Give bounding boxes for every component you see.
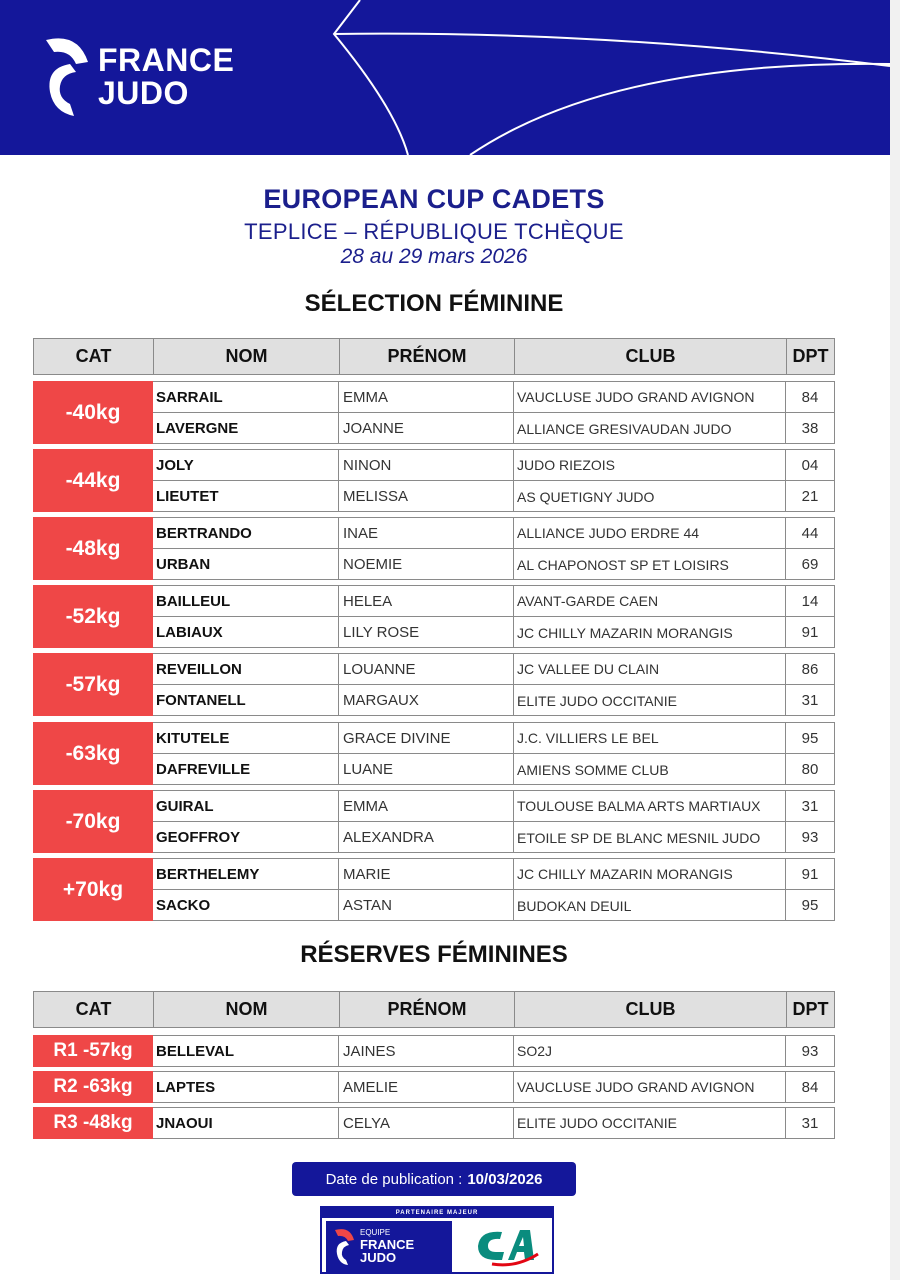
athlete-last-name: LIEUTET [153,481,339,512]
athlete-last-name: LABIAUX [153,617,339,648]
athlete-department: 80 [801,761,819,778]
athlete-club: VAUCLUSE JUDO GRAND AVIGNON [514,1072,786,1102]
weight-category: -63kg [33,722,153,785]
weight-group [33,858,835,921]
selection-title: SÉLECTION FÉMININE [304,290,564,317]
reserve-category: R3 -48kg [33,1107,153,1139]
athlete-club: JC CHILLY MAZARIN MORANGIS [514,859,786,889]
athlete-department: 91 [801,624,819,641]
athlete-department: 31 [801,1114,819,1132]
athlete-department: 91 [801,865,819,883]
athlete-rows [153,653,835,716]
judoka-icon [332,1227,356,1267]
athlete-club: AVANT-GARDE CAEN [514,586,786,616]
athlete-rows [153,381,835,444]
team-line-1: FRANCE [360,1237,415,1252]
table-row [153,617,834,648]
weight-category: -48kg [33,517,153,580]
athlete-last-name: GEOFFROY [153,822,339,853]
table-row [153,654,834,685]
col-dpt: DPT [792,346,829,366]
reserves-table-header [33,991,835,1028]
athlete-rows [153,722,835,785]
athlete-department: 31 [801,692,819,709]
athlete-first-name: NINON [339,450,514,480]
athlete-department: 38 [801,420,819,437]
col-club: CLUB [515,339,787,374]
selection-table-header [33,338,835,375]
athlete-first-name: GRACE DIVINE [339,723,514,753]
athlete-club: J.C. VILLIERS LE BEL [514,723,786,753]
athlete-last-name: BERTHELEMY [153,859,339,889]
weight-group [33,381,835,444]
athlete-club: AL CHAPONOST SP ET LOISIRS [514,549,786,580]
partner-title: PARTENAIRE MAJEUR [322,1208,552,1218]
athlete-department: 84 [801,1078,819,1096]
athlete-department: 95 [801,897,819,914]
table-row [153,382,834,413]
reserves-title: RÉSERVES FÉMININES [300,941,568,968]
athlete-last-name: LAVERGNE [153,413,339,444]
judoka-icon [40,34,92,120]
col-nom: NOM [154,339,340,374]
athlete-first-name: LILY ROSE [339,617,514,648]
athlete-last-name: SACKO [153,890,339,921]
athlete-club: SO2J [514,1036,786,1066]
publication-date: 10/03/2026 [467,1170,543,1188]
athlete-last-name: JOLY [153,450,339,480]
athlete-last-name: KITUTELE [153,723,339,753]
athlete-first-name: AMELIE [339,1072,514,1102]
athlete-club: ALLIANCE JUDO ERDRE 44 [514,518,786,548]
publication-date-badge [292,1162,576,1196]
athlete-club: ELITE JUDO OCCITANIE [514,685,786,716]
athlete-first-name: CELYA [339,1108,514,1138]
athlete-department: 69 [801,556,819,573]
credit-agricole-logo-icon [472,1222,542,1270]
athlete-club: VAUCLUSE JUDO GRAND AVIGNON [514,382,786,412]
athlete-first-name: ALEXANDRA [339,822,514,853]
event-location: TEPLICE – RÉPUBLIQUE TCHÈQUE [244,219,624,244]
table-row [153,413,834,444]
logo-line-1: FRANCE [98,42,235,78]
col-club: CLUB [515,992,787,1027]
weight-group [33,790,835,853]
table-row [153,754,834,785]
athlete-first-name: EMMA [339,382,514,412]
athlete-last-name: JNAOUI [153,1108,339,1138]
athlete-last-name: REVEILLON [153,654,339,684]
athlete-rows [153,1107,835,1139]
col-cat: CAT [34,339,154,374]
table-row [153,723,834,754]
athlete-department: 04 [801,456,819,474]
header-banner [0,0,890,155]
table-row [153,1072,834,1102]
weight-group [33,449,835,512]
table-row [153,481,834,512]
athlete-last-name: SARRAIL [153,382,339,412]
athlete-club: JC CHILLY MAZARIN MORANGIS [514,617,786,648]
athlete-last-name: DAFREVILLE [153,754,339,785]
athlete-rows [153,585,835,648]
logo-line-2: JUDO [98,75,189,111]
weight-category: -40kg [33,381,153,444]
weight-group [33,653,835,716]
athlete-last-name: BERTRANDO [153,518,339,548]
table-row [153,586,834,617]
athlete-first-name: LUANE [339,754,514,785]
equipe-france-judo-logo [326,1221,452,1272]
table-row [153,859,834,890]
athlete-department: 44 [801,524,819,542]
athlete-club: ETOILE SP DE BLANC MESNIL JUDO [514,822,786,853]
athlete-department: 93 [801,1042,819,1060]
weight-category: +70kg [33,858,153,921]
athlete-last-name: URBAN [153,549,339,580]
athlete-club: JC VALLEE DU CLAIN [514,654,786,684]
col-prenom: PRÉNOM [340,339,515,374]
event-title: EUROPEAN CUP CADETS [263,184,605,214]
page-edge [890,0,900,1280]
athlete-club: AS QUETIGNY JUDO [514,481,786,512]
athlete-rows [153,1071,835,1103]
weight-group [33,517,835,580]
athlete-department: 95 [801,729,819,747]
athlete-rows [153,790,835,853]
reserve-category: R2 -63kg [33,1071,153,1103]
publication-label: Date de publication : [325,1170,463,1188]
athlete-last-name: FONTANELL [153,685,339,716]
weight-group [33,585,835,648]
athlete-last-name: BAILLEUL [153,586,339,616]
athlete-department: 84 [801,388,819,406]
athlete-first-name: JAINES [339,1036,514,1066]
athlete-last-name: BELLEVAL [153,1036,339,1066]
event-dates: 28 au 29 mars 2026 [340,245,528,268]
athlete-first-name: EMMA [339,791,514,821]
athlete-first-name: ASTAN [339,890,514,921]
athlete-club: BUDOKAN DEUIL [514,890,786,921]
athlete-department: 14 [801,592,819,610]
athlete-department: 86 [801,660,819,678]
athlete-first-name: HELEA [339,586,514,616]
weight-category: -44kg [33,449,153,512]
table-row [153,685,834,716]
table-row [153,549,834,580]
athlete-department: 93 [801,829,819,846]
partner-banner [320,1206,554,1274]
athlete-club: ALLIANCE GRESIVAUDAN JUDO [514,413,786,444]
athlete-rows [153,517,835,580]
table-row [153,890,834,921]
reserve-row [33,1035,835,1067]
athlete-first-name: JOANNE [339,413,514,444]
col-prenom: PRÉNOM [340,992,515,1027]
athlete-department: 21 [801,488,819,505]
athlete-rows [153,1035,835,1067]
athlete-first-name: LOUANNE [339,654,514,684]
athlete-department: 31 [801,797,819,815]
athlete-club: JUDO RIEZOIS [514,450,786,480]
athlete-club: ELITE JUDO OCCITANIE [514,1108,786,1138]
athlete-last-name: LAPTES [153,1072,339,1102]
weight-category: -57kg [33,653,153,716]
athlete-rows [153,858,835,921]
athlete-club: TOULOUSE BALMA ARTS MARTIAUX [514,791,786,821]
athlete-first-name: MELISSA [339,481,514,512]
col-cat: CAT [34,992,154,1027]
table-row [153,450,834,481]
athlete-first-name: MARIE [339,859,514,889]
weight-category: -70kg [33,790,153,853]
reserve-row [33,1071,835,1103]
athlete-club: AMIENS SOMME CLUB [514,754,786,785]
team-small-text: EQUIPE [360,1228,391,1237]
col-nom: NOM [154,992,340,1027]
france-judo-logo [40,34,234,120]
table-row [153,791,834,822]
athlete-first-name: MARGAUX [339,685,514,716]
table-row [153,518,834,549]
col-dpt: DPT [792,999,829,1019]
reserve-category: R1 -57kg [33,1035,153,1067]
team-line-2: JUDO [360,1250,397,1265]
athlete-last-name: GUIRAL [153,791,339,821]
table-row [153,1108,834,1138]
table-row [153,1036,834,1066]
athlete-first-name: NOEMIE [339,549,514,580]
athlete-first-name: INAE [339,518,514,548]
weight-category: -52kg [33,585,153,648]
table-row [153,822,834,853]
athlete-rows [153,449,835,512]
weight-group [33,722,835,785]
reserve-row [33,1107,835,1139]
